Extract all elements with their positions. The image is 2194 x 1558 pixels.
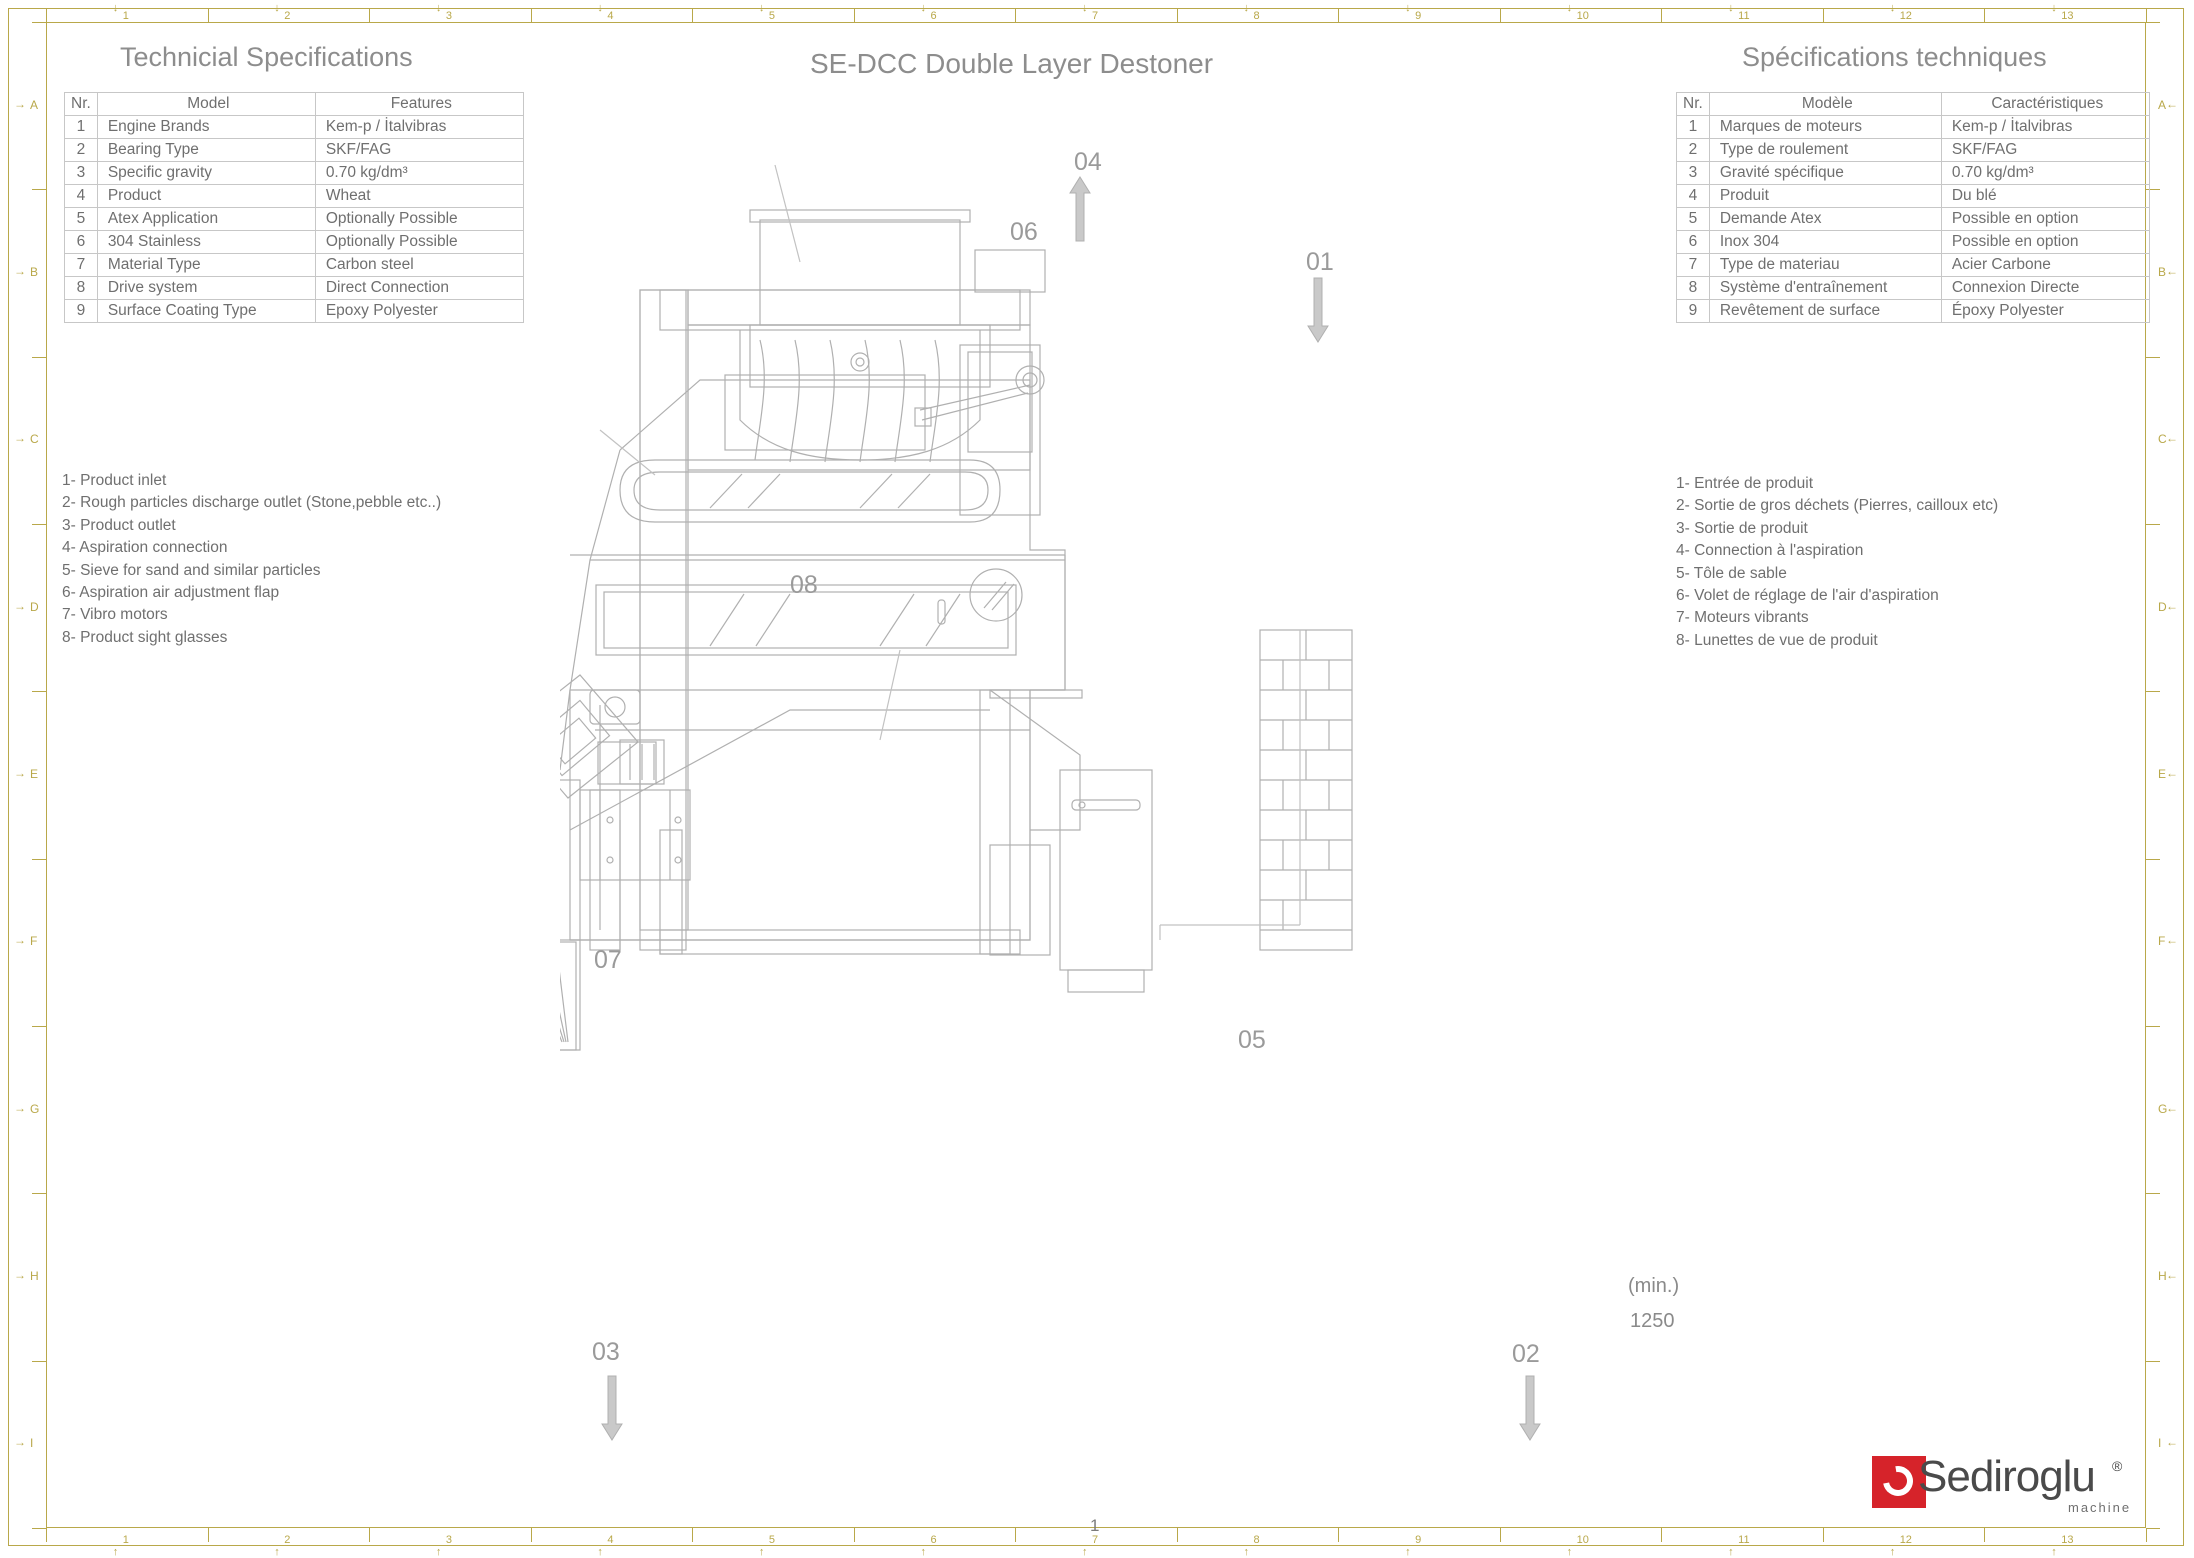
- table-row: [1677, 231, 2150, 254]
- frame-arrow-icon: ↓: [435, 2, 442, 14]
- legend-fr-item: 4- Connection à l'aspiration: [1676, 542, 1864, 560]
- table-row: [1677, 208, 2150, 231]
- frame-arrow-icon: →: [14, 1100, 26, 1115]
- table-row: [65, 162, 524, 185]
- frame-arrow-icon: ←: [2166, 1435, 2178, 1450]
- spec-right-cell-nr: 4: [1677, 185, 1710, 208]
- table-row: [65, 231, 524, 254]
- spec-left-cell-nr: 3: [65, 162, 98, 185]
- frame-tick-label: 9: [1415, 1534, 1422, 1546]
- dimension-note: (min.): [1628, 1275, 1680, 1297]
- spec-right-cell-feature: SKF/FAG: [1941, 139, 2149, 162]
- frame-zone-letter: C: [30, 432, 39, 447]
- frame-arrow-icon: ↑: [435, 1546, 442, 1558]
- spec-right-cell-feature: Kem-p / İtalvibras: [1941, 116, 2149, 139]
- frame-tick-label: 8: [1253, 1534, 1260, 1546]
- frame-arrow-icon: ↓: [274, 2, 280, 14]
- frame-tick-label: 9: [1415, 10, 1422, 22]
- legend-en-item: 8- Product sight glasses: [62, 628, 228, 646]
- dimension-value: 1250: [1630, 1310, 1675, 1332]
- spec-right-cell-model: Type de roulement: [1709, 139, 1941, 162]
- spec-left-cell-model: Specific gravity: [97, 162, 315, 185]
- spec-left-cell-feature: Kem-p / İtalvibras: [315, 116, 523, 139]
- frame-arrow-icon: ←: [2166, 1100, 2178, 1115]
- frame-arrow-icon: ↓: [597, 2, 603, 14]
- frame-zone-letter: B: [2158, 265, 2167, 279]
- callout-05: 05: [1238, 1026, 1266, 1054]
- frame-zone-letter: H: [2158, 1269, 2167, 1283]
- frame-zone-letter: F: [2158, 934, 2166, 949]
- spec-left-cell-feature: 0.70 kg/dm³: [315, 162, 523, 185]
- frame-arrow-icon: ←: [2166, 96, 2178, 111]
- spec-right-cell-model: Marques de moteurs: [1709, 116, 1941, 139]
- spec-right-cell-feature: Du blé: [1941, 185, 2149, 208]
- column-header-modele: Modèle: [1709, 93, 1941, 116]
- legend-fr-item: 1- Entrée de produit: [1676, 475, 1814, 492]
- spec-right-cell-nr: 3: [1677, 162, 1710, 185]
- frame-tick-label: 2: [284, 1534, 291, 1546]
- frame-arrow-icon: ←: [2166, 264, 2178, 278]
- frame-tick-label: 1: [122, 10, 129, 22]
- frame-arrow-icon: ↑: [274, 1546, 280, 1558]
- spec-left-cell-model: Engine Brands: [97, 116, 315, 139]
- legend-fr-item: 6- Volet de réglage de l'air d'aspiration: [1676, 587, 1939, 605]
- spec-left-cell-model: Atex Application: [97, 208, 315, 231]
- spec-right-cell-feature: 0.70 kg/dm³: [1941, 162, 2149, 185]
- legend-en-item: 5- Sieve for sand and similar particles: [62, 561, 321, 579]
- spec-right-cell-model: Produit: [1709, 185, 1941, 208]
- table-row: [65, 277, 524, 300]
- frame-zone-letter: I: [30, 1436, 34, 1451]
- frame-tick-label: 3: [445, 1534, 452, 1546]
- frame-arrow-icon: →: [14, 933, 26, 948]
- frame-tick-label: 2: [284, 10, 291, 22]
- frame-arrow-icon: →: [14, 264, 26, 278]
- table-row: [1677, 185, 2150, 208]
- frame-zone-letter: E: [30, 767, 39, 781]
- frame-arrow-icon: ↓: [1728, 2, 1734, 14]
- legend-french: [1676, 473, 1998, 652]
- frame-zone-letter: G: [30, 1101, 40, 1116]
- spec-right-cell-model: Revêtement de surface: [1709, 300, 1941, 323]
- table-header-row: [1677, 93, 2150, 116]
- spec-right-cell-nr: 8: [1677, 277, 1710, 300]
- arrow-up-aspiration: [1068, 175, 1088, 243]
- frame-tick-label: 4: [607, 10, 614, 22]
- spec-right-cell-nr: 9: [1677, 300, 1710, 323]
- frame-tick-label: 7: [1092, 1534, 1099, 1546]
- spec-right-cell-model: Système d'entraînement: [1709, 277, 1941, 300]
- specifications-techniques-table: [1676, 92, 2150, 323]
- frame-arrow-icon: ↑: [920, 1546, 926, 1558]
- table-row: [1677, 277, 2150, 300]
- table-row: [65, 254, 524, 277]
- frame-zone-letter: H: [30, 1269, 39, 1283]
- spec-left-cell-model: Bearing Type: [97, 139, 315, 162]
- callout-07: 07: [594, 946, 622, 974]
- frame-zone-letter: B: [30, 265, 39, 279]
- frame-arrow-icon: ↑: [1243, 1546, 1250, 1558]
- spec-left-cell-feature: Optionally Possible: [315, 231, 523, 254]
- column-header-caracteristiques: Caractéristiques: [1941, 93, 2149, 116]
- table-row: [1677, 300, 2150, 323]
- frame-zone-letter: A: [30, 97, 39, 112]
- frame-tick-label: 8: [1253, 10, 1260, 22]
- spec-left-cell-feature: SKF/FAG: [315, 139, 523, 162]
- legend-en-item: 6- Aspiration air adjustment flap: [62, 584, 280, 602]
- frame-tick-label: 13: [2061, 10, 2074, 22]
- table-row: [65, 116, 524, 139]
- page-title-left: Technicial Specifications: [120, 42, 413, 72]
- frame-arrow-icon: ↑: [1566, 1546, 1573, 1558]
- frame-tick-label: 10: [1576, 1534, 1589, 1546]
- frame-arrow-icon: ↑: [758, 1546, 765, 1558]
- frame-zone-letter: F: [30, 934, 38, 949]
- legend-en-item: 1- Product inlet: [62, 472, 167, 489]
- callout-02: 02: [1512, 1340, 1540, 1368]
- frame-zone-letter: G: [2158, 1101, 2168, 1116]
- frame-arrow-icon: ↑: [1889, 1546, 1896, 1558]
- column-header-features: Features: [315, 93, 523, 116]
- legend-en-item: 2- Rough particles discharge outlet (Stone,pebble etc..): [62, 494, 442, 512]
- page-number: 1: [1090, 1516, 1100, 1535]
- spec-left-cell-nr: 4: [65, 185, 98, 208]
- column-header-nr: Nr.: [65, 93, 98, 116]
- table-row: [1677, 254, 2150, 277]
- frame-tick-label: 3: [445, 10, 452, 22]
- page-title-right: Spécifications techniques: [1742, 42, 2047, 72]
- frame-zone-letter: E: [2158, 767, 2167, 781]
- frame-tick-label: 12: [1899, 1534, 1912, 1546]
- legend-fr-item: 7- Moteurs vibrants: [1676, 609, 1809, 627]
- machine-technical-drawing: [560, 130, 1680, 1490]
- frame-arrow-icon: ←: [2166, 933, 2178, 948]
- callout-03: 03: [592, 1338, 620, 1366]
- legend-en-item: 3- Product outlet: [62, 516, 176, 534]
- legend-fr-item: 2- Sortie de gros déchets (Pierres, cailloux etc): [1676, 497, 1999, 515]
- logo-brand-text: Sediroglu: [1918, 1452, 2095, 1501]
- legend-en-item: 4- Aspiration connection: [62, 539, 228, 557]
- spec-right-cell-feature: Époxy Polyester: [1941, 300, 2149, 323]
- spec-left-cell-model: Drive system: [97, 277, 315, 300]
- legend-fr-item: 3- Sortie de produit: [1676, 519, 1808, 537]
- spec-right-cell-feature: Possible en option: [1941, 231, 2149, 254]
- spec-left-cell-model: 304 Stainless: [97, 231, 315, 254]
- frame-arrow-icon: ↓: [1889, 2, 1896, 14]
- spec-left-cell-nr: 7: [65, 254, 98, 277]
- spec-right-cell-model: Inox 304: [1709, 231, 1941, 254]
- technical-specifications-table: [64, 92, 524, 323]
- frame-zone-letter: C: [2158, 432, 2167, 447]
- spec-left-cell-model: Surface Coating Type: [97, 300, 315, 323]
- arrow-down-product-outlet: [600, 1374, 620, 1442]
- spec-left-cell-feature: Wheat: [315, 185, 523, 208]
- frame-arrow-icon: ↑: [1405, 1546, 1411, 1558]
- spec-right-cell-nr: 2: [1677, 139, 1710, 162]
- frame-arrow-icon: ←: [2166, 766, 2178, 780]
- frame-tick-label: 5: [768, 1534, 776, 1546]
- callout-08: 08: [790, 571, 818, 599]
- frame-arrow-icon: →: [14, 1435, 26, 1450]
- table-header-row: [65, 93, 524, 116]
- spec-left-cell-feature: Carbon steel: [315, 254, 523, 277]
- spec-right-cell-nr: 5: [1677, 208, 1710, 231]
- frame-tick-label: 7: [1092, 10, 1099, 22]
- spec-left-cell-feature: Epoxy Polyester: [315, 300, 523, 323]
- frame-arrow-icon: ↓: [112, 2, 119, 14]
- frame-tick-label: 11: [1738, 10, 1750, 22]
- frame-tick-label: 12: [1899, 10, 1912, 22]
- frame-arrow-icon: →: [14, 431, 26, 446]
- frame-arrow-icon: →: [14, 96, 26, 111]
- frame-arrow-icon: ↑: [112, 1546, 119, 1558]
- spec-left-cell-nr: 1: [65, 116, 98, 139]
- column-header-nr: Nr.: [1677, 93, 1710, 116]
- legend-english: [62, 470, 441, 649]
- frame-zone-letter: D: [2158, 599, 2167, 614]
- page-title: SE-DCC Double Layer Destoner: [810, 48, 1214, 79]
- frame-zone-letter: A: [2158, 97, 2167, 112]
- frame-tick-label: 10: [1576, 10, 1589, 22]
- arrow-down-product-inlet: [1306, 276, 1326, 344]
- column-header-model: Model: [97, 93, 315, 116]
- table-row: [65, 208, 524, 231]
- spec-right-cell-nr: 1: [1677, 116, 1710, 139]
- frame-tick-label: 1: [122, 1534, 129, 1546]
- table-row: [65, 300, 524, 323]
- spec-left-cell-nr: 6: [65, 231, 98, 254]
- spec-right-cell-model: Gravité spécifique: [1709, 162, 1941, 185]
- spec-left-cell-feature: Direct Connection: [315, 277, 523, 300]
- frame-arrow-icon: ↓: [2051, 2, 2057, 14]
- frame-tick-label: 6: [930, 1534, 937, 1546]
- spec-left-cell-nr: 5: [65, 208, 98, 231]
- frame-arrow-icon: ↑: [1082, 1546, 1088, 1558]
- frame-zone-letter: I: [2158, 1436, 2162, 1451]
- frame-tick-label: 5: [768, 10, 776, 22]
- spec-right-cell-model: Demande Atex: [1709, 208, 1941, 231]
- frame-arrow-icon: →: [14, 598, 26, 613]
- legend-fr-item: 8- Lunettes de vue de produit: [1676, 631, 1878, 649]
- frame-tick-label: 11: [1738, 1534, 1750, 1546]
- table-row: [1677, 162, 2150, 185]
- table-row: [65, 185, 524, 208]
- callout-06: 06: [1010, 218, 1038, 246]
- spec-right-cell-model: Type de materiau: [1709, 254, 1941, 277]
- frame-zone-letter: D: [30, 599, 39, 614]
- frame-tick-label: 13: [2061, 1534, 2074, 1546]
- frame-arrow-icon: ↑: [2051, 1546, 2057, 1558]
- table-row: [65, 139, 524, 162]
- spec-right-cell-feature: Connexion Directe: [1941, 277, 2149, 300]
- frame-arrow-icon: ↓: [1243, 2, 1250, 14]
- spec-right-cell-feature: Possible en option: [1941, 208, 2149, 231]
- frame-arrow-icon: ←: [2166, 598, 2178, 613]
- legend-fr-item: 5- Tôle de sable: [1676, 564, 1787, 582]
- spec-left-cell-nr: 2: [65, 139, 98, 162]
- spec-left-cell-model: Material Type: [97, 254, 315, 277]
- company-logo: [1872, 1450, 2152, 1520]
- spec-right-cell-nr: 6: [1677, 231, 1710, 254]
- frame-arrow-icon: ↓: [1082, 2, 1088, 14]
- spec-left-cell-feature: Optionally Possible: [315, 208, 523, 231]
- arrow-down-stone-outlet: [1518, 1374, 1538, 1442]
- frame-arrow-icon: ↑: [1728, 1546, 1734, 1558]
- frame-arrow-icon: →: [14, 1268, 26, 1282]
- table-row: [1677, 116, 2150, 139]
- frame-arrow-icon: ↓: [1566, 2, 1573, 14]
- spec-right-cell-feature: Acier Carbone: [1941, 254, 2149, 277]
- frame-arrow-icon: ←: [2166, 1268, 2178, 1282]
- frame-arrow-icon: →: [14, 766, 26, 780]
- frame-arrow-icon: ←: [2166, 431, 2178, 446]
- spec-right-cell-nr: 7: [1677, 254, 1710, 277]
- frame-arrow-icon: ↓: [758, 2, 765, 14]
- frame-tick-label: 6: [930, 10, 937, 22]
- spec-left-cell-nr: 8: [65, 277, 98, 300]
- frame-arrow-icon: ↑: [597, 1546, 603, 1558]
- spec-left-cell-nr: 9: [65, 300, 98, 323]
- spec-left-cell-model: Product: [97, 185, 315, 208]
- callout-04: 04: [1074, 148, 1102, 176]
- table-row: [1677, 139, 2150, 162]
- frame-arrow-icon: ↓: [1405, 2, 1411, 14]
- legend-en-item: 7- Vibro motors: [62, 606, 168, 624]
- frame-tick-label: 4: [607, 1534, 614, 1546]
- callout-01: 01: [1306, 248, 1334, 276]
- logo-subtitle: machine: [2068, 1500, 2132, 1515]
- frame-arrow-icon: ↓: [920, 2, 926, 14]
- logo-registered-mark: ®: [2112, 1458, 2123, 1474]
